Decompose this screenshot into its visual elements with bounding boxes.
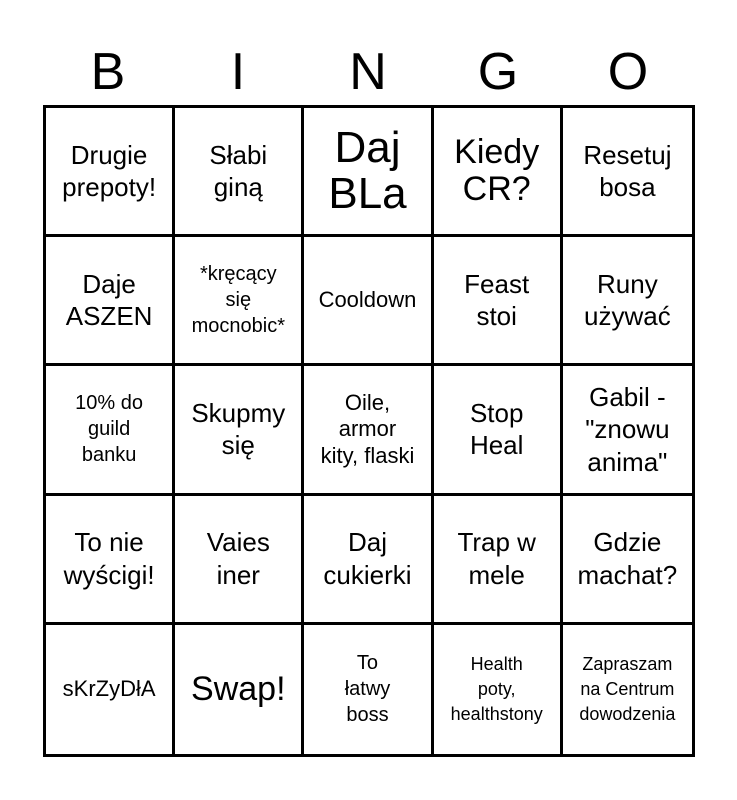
bingo-cell[interactable]: To łatwy boss	[304, 625, 433, 754]
bingo-cell[interactable]: Oile, armor kity, flaski	[304, 366, 433, 495]
bingo-cell[interactable]: *kręcący się mocnobic*	[175, 237, 304, 366]
bingo-cell[interactable]: Kiedy CR?	[434, 108, 563, 237]
bingo-cell[interactable]: Stop Heal	[434, 366, 563, 495]
bingo-cell[interactable]: To nie wyścigi!	[46, 496, 175, 625]
bingo-cell[interactable]: Skupmy się	[175, 366, 304, 495]
header-letter-i: I	[230, 43, 246, 101]
bingo-cell[interactable]: Health poty, healthstony	[434, 625, 563, 754]
bingo-cell[interactable]: Gabil - "znowu anima"	[563, 366, 692, 495]
bingo-cell[interactable]: 10% do guild banku	[46, 366, 175, 495]
bingo-cell[interactable]: sKrZyDłA	[46, 625, 175, 754]
header-letter-b: B	[90, 43, 126, 101]
bingo-cell[interactable]: Daj BLa	[304, 108, 433, 237]
header-letter-n: N	[349, 43, 387, 101]
bingo-cell[interactable]: Daje ASZEN	[46, 237, 175, 366]
bingo-cell[interactable]: Feast stoi	[434, 237, 563, 366]
bingo-cell[interactable]: Drugie prepoty!	[46, 108, 175, 237]
bingo-cell[interactable]: Słabi giną	[175, 108, 304, 237]
bingo-cell[interactable]: Trap w mele	[434, 496, 563, 625]
bingo-cell[interactable]: Vaies iner	[175, 496, 304, 625]
bingo-cell[interactable]: Runy używać	[563, 237, 692, 366]
bingo-cell[interactable]: Gdzie machat?	[563, 496, 692, 625]
bingo-cell[interactable]: Zapraszam na Centrum dowodzenia	[579, 653, 676, 724]
bingo-cell[interactable]: Daj cukierki	[304, 496, 433, 625]
bingo-cell[interactable]: Swap!	[175, 625, 304, 754]
header-letter-o: O	[607, 43, 649, 101]
bingo-cell-center[interactable]: Cooldown	[304, 237, 433, 366]
bingo-board	[43, 105, 695, 757]
bingo-cell[interactable]: Resetuj bosa	[563, 108, 692, 237]
bingo-header	[43, 40, 693, 104]
header-letter-g: G	[477, 43, 519, 101]
